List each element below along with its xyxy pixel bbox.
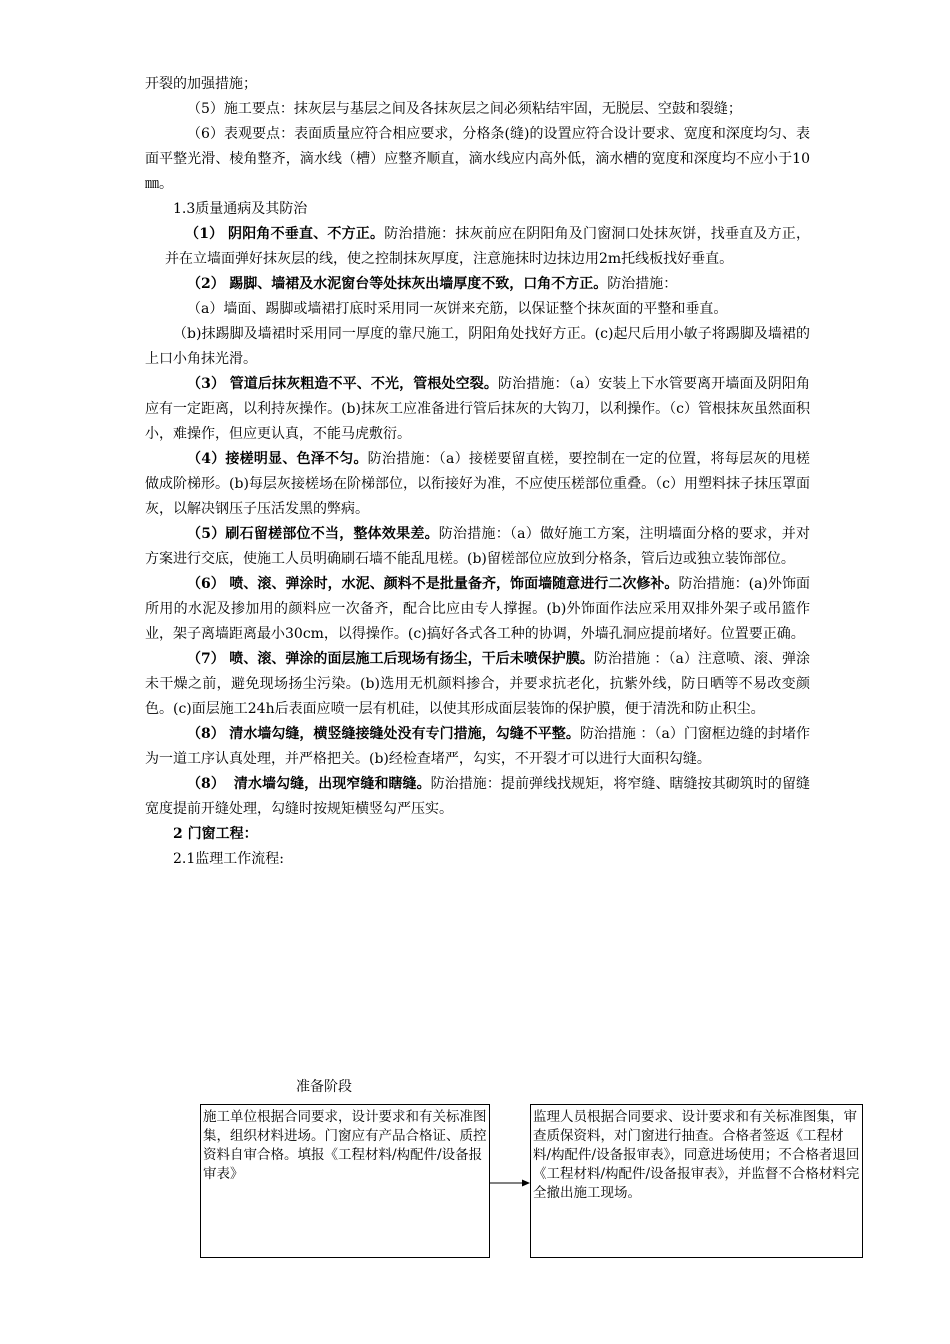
defect-1-title: 阴阳角不垂直、不方正。 — [228, 226, 385, 242]
flow-arrow-icon — [490, 1178, 530, 1188]
defect-item-2 — [145, 272, 810, 297]
defect-item-4 — [145, 447, 810, 522]
defect-7-text: 防治措施 ：（a）注意喷、滚、弹涂未干燥之前，避免现场扬尘污染。(b)选用无机颜料掺合，并要求抗老化，抗紫外线，防日晒等不易改变颜色。(c)面层施工24h后表面应喷一层有机硅，以使其形成面层装饰的保护膜，便于清洗和防止积尘。 — [145, 651, 811, 717]
defect-7-number: （7） — [187, 651, 225, 667]
defect-2-text: 防治措施： — [607, 276, 678, 292]
defect-item-8 — [145, 722, 810, 772]
defect-4-number: （4） — [187, 451, 226, 467]
section-heading-2-1: 2.1监理工作流程: — [173, 851, 284, 867]
defect-6-title: 喷、滚、弹涂时，水泥、颜料不是批量备齐，饰面墙随意进行二次修补。 — [229, 576, 679, 592]
defect-8-title: 清水墙勾缝，横竖缝接缝处没有专门措施，勾缝不平整。 — [229, 726, 580, 742]
flow-box-supervisor: 监理人员根据合同要求、设计要求和有关标准图集，审查质保资料，对门窗进行抽查。合格者签返《工程材料/构配件/设备报审表》，同意进场使用；不合格者退回《工程材料/构配件/设备报审表》，并监督不合格材料完全撤出施工现场。 — [530, 1104, 863, 1258]
defect-item-7 — [145, 647, 810, 722]
defect-2-point-a: （a）墙面、踢脚或墙裙打底时采用同一灰饼来充筋，以保证整个抹灰面的平整和垂直。 — [187, 301, 728, 317]
defect-5-title: 刷石留槎部位不当，整体效果差。 — [225, 526, 439, 542]
defect-item-6 — [145, 572, 810, 647]
defect-2-title: 踢脚、墙裙及水泥窗台等处抹灰出墙厚度不致，口角不方正。 — [229, 276, 608, 292]
section-heading-1-3: 1.3质量通病及其防治 — [173, 201, 308, 217]
defect-5-text: 防治措施：（a）做好施工方案，注明墙面分格的要求，并对方案进行交底，使施工人员明确刷石墙不能乱甩槎。(b)留槎部位应放到分格条，管后边或独立装饰部位。 — [145, 526, 810, 567]
defect-6-number: （6） — [187, 576, 225, 592]
defect-5-number: （5） — [187, 526, 226, 542]
defect-9-title: 清水墙勾缝，出现窄缝和瞎缝。 — [233, 776, 431, 792]
defect-item-5 — [145, 522, 810, 572]
defect-item-3 — [145, 372, 810, 447]
defect-7-title: 喷、滚、弹涂的面层施工后现场有扬尘，干后未喷保护膜。 — [229, 651, 594, 667]
body-text — [145, 72, 810, 872]
defect-8-number: （8） — [187, 726, 225, 742]
defect-2-point-b: （b)抹踢脚及墙裙时采用同一厚度的靠尺施工，阴阳角处找好方正。(c)起尺后用小敏子将踢脚及墙裙的上口小角抹光滑。 — [145, 326, 810, 367]
paragraph-construction-points: （5）施工要点：抹灰层与基层之间及各抹灰层之间必须粘结牢固，无脱层、空鼓和裂缝； — [187, 101, 742, 117]
defect-6-text: 防治措施：(a)外饰面所用的水泥及掺加用的颜料应一次备齐，配合比应由专人撑握。(b)外饰面作法应采用双排外架子或吊篮作业，架子离墙距离最小30cm，以得操作。(c)搞好各式各工种的协调，外墙孔洞应提前堵好。位置要正确。 — [145, 576, 811, 642]
defect-item-9 — [145, 772, 810, 822]
defect-9-number: （8） — [187, 776, 225, 792]
defect-4-title: 接槎明显、色泽不匀。 — [225, 451, 368, 467]
defect-2-number: （2） — [187, 276, 225, 292]
flow-box-contractor: 施工单位根据合同要求，设计要求和有关标准图集，组织材料进场。门窗应有产品合格证、质控资料自审合格。填报《工程材料/构配件/设备报审表》 — [200, 1104, 490, 1258]
defect-1-text: 防治措施：抹灰前应在阴阳角及门窗洞口处抹灰饼，找垂直及方正，并在立墙面弹好抹灰层的线，使之控制抹灰厚度，注意施抹时边抹边用2m托线板找好垂直。 — [165, 226, 810, 267]
defect-item-1 — [145, 222, 810, 272]
defect-3-number: （3） — [187, 376, 226, 392]
paragraph-continuation: 开裂的加强措施； — [145, 76, 257, 92]
defect-3-text: 防治措施：（a）安装上下水管要离开墙面及阴阳角应有一定距离，以利持灰操作。(b)抹灰工应准备进行管后抹灰的大钩刀，以利操作。（c）管根抹灰虽然面积小，难操作，但应更认真，不能马虎敷衍。 — [145, 376, 810, 442]
section-heading-2: 2 门窗工程： — [173, 826, 258, 842]
defect-9-text: 防治措施：提前弹线找规矩，将窄缝、瞎缝按其砌筑时的留缝宽度提前开缝处理，勾缝时按规矩横竖勾严压实。 — [145, 776, 811, 817]
defect-4-text: 防治措施：（a）接槎要留直槎，要控制在一定的位置，将每层灰的甩槎做成阶梯形。(b)每层灰接槎场在阶梯部位，以衔接好为准，不应使压槎部位重叠。（c）用塑料抹子抹压罩面灰，以解决钢压子压活发黑的弊病。 — [145, 451, 810, 517]
flow-stage-label: 准备阶段 — [296, 1079, 352, 1095]
paragraph-appearance-points: （6）表观要点：表面质量应符合相应要求，分格条(缝)的设置应符合设计要求、宽度和深度均匀、表面平整光滑、棱角整齐，滴水线（槽）应整齐顺直，滴水线应内高外低，滴水槽的宽度和深度均不应小于10㎜。 — [145, 126, 810, 192]
defect-1-number: （1） — [185, 226, 224, 242]
defect-8-text: 防治措施 ：（a）门窗框边缝的封堵作为一道工序认真处理，并严格把关。(b)经检查堵严，勾实，不开裂才可以进行大面积勾缝。 — [145, 726, 811, 767]
defect-3-title: 管道后抹灰粗造不平、不光，管根处空裂。 — [229, 376, 498, 392]
